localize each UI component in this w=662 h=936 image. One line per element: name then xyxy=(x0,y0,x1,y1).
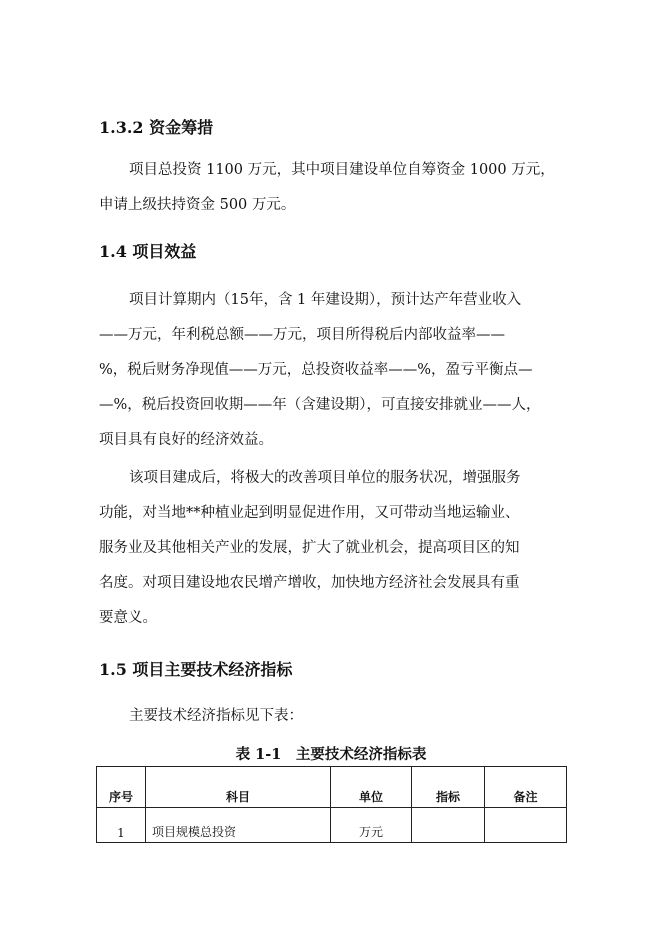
benefit-p1-line-1: 项目计算期内（15年，含 1 年建设期），预计达产年营业收入 xyxy=(129,292,522,308)
benefit-p1-line-4: —%，税后投资回收期——年（含建设期），可直接安排就业——人， xyxy=(99,397,541,413)
header-subject: 科目 xyxy=(146,767,331,808)
cell-index: 1 xyxy=(97,808,146,843)
table-header-row xyxy=(97,767,567,808)
table-row xyxy=(97,808,567,843)
section-heading-1-5: 1.5 项目主要技术经济指标 xyxy=(99,660,293,679)
cell-unit: 万元 xyxy=(331,808,412,843)
benefit-paragraph-2 xyxy=(99,461,569,636)
benefit-p2-line-5: 要意义。 xyxy=(99,610,157,626)
benefit-p2-line-1: 该项目建成后，将极大的改善项目单位的服务状况，增强服务 xyxy=(129,470,521,486)
benefit-p2-line-4: 名度。对项目建设地农民增产增收，加快地方经济社会发展具有重 xyxy=(99,575,520,591)
benefit-p1-line-3: %，税后财务净现值——万元，总投资收益率——%，盈亏平衡点— xyxy=(99,362,533,378)
header-indicator: 指标 xyxy=(412,767,485,808)
cell-remark xyxy=(485,808,567,843)
section-heading-1-3-2: 1.3.2 资金筹措 xyxy=(99,118,214,137)
cell-indicator xyxy=(412,808,485,843)
header-remark: 备注 xyxy=(485,767,567,808)
benefit-p1-line-5: 项目具有良好的经济效益。 xyxy=(99,432,273,448)
header-unit: 单位 xyxy=(331,767,412,808)
indicator-table xyxy=(96,766,567,843)
benefit-paragraph-1 xyxy=(99,283,569,458)
benefit-p2-line-3: 服务业及其他相关产业的发展，扩大了就业机会，提高项目区的知 xyxy=(99,540,520,556)
benefit-p1-line-2: ——万元，年利税总额——万元，项目所得税后内部收益率—— xyxy=(99,327,505,343)
indicator-intro xyxy=(99,699,569,734)
funding-line-2: 申请上级扶持资金 500 万元。 xyxy=(99,197,296,213)
table-caption: 表 1-1 主要技术经济指标表 xyxy=(235,746,427,763)
benefit-p2-line-2: 功能，对当地**种植业起到明显促进作用，又可带动当地运输业、 xyxy=(99,505,520,521)
header-index: 序号 xyxy=(97,767,146,808)
funding-line-1: 项目总投资 1100 万元，其中项目建设单位自筹资金 1000 万元， xyxy=(129,162,555,178)
section-heading-1-4: 1.4 项目效益 xyxy=(99,242,197,261)
cell-subject: 项目规模总投资 xyxy=(146,808,331,843)
funding-paragraph xyxy=(99,153,569,223)
indicator-intro-text: 主要技术经济指标见下表： xyxy=(129,708,303,724)
